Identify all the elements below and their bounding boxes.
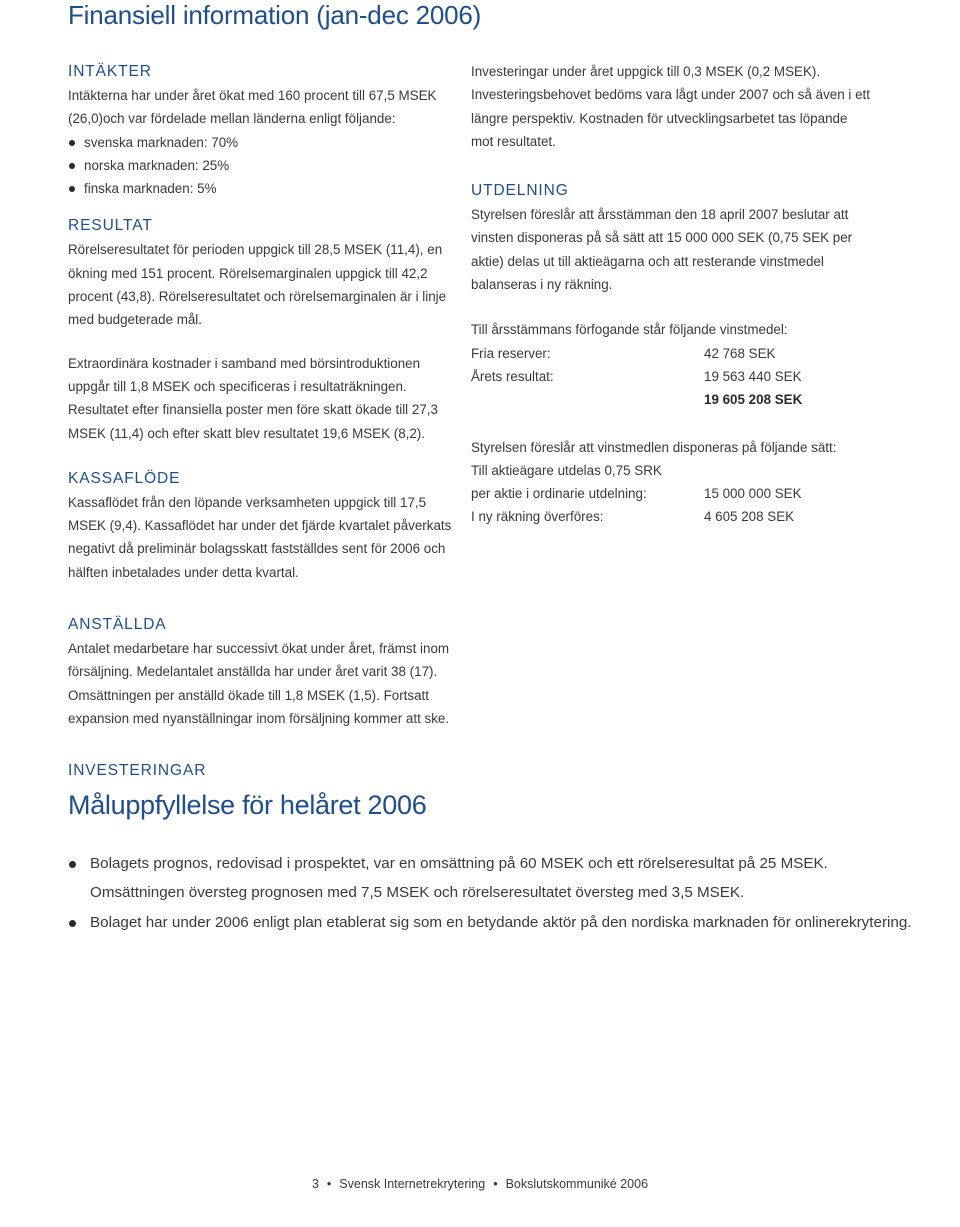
proposal-line: Till aktieägare utdelas 0,75 SRK xyxy=(471,462,662,478)
footer-doc: Bokslutskommuniké 2006 xyxy=(505,1177,649,1191)
funds-intro: Till årsstämmans förfogande står följande vinstmedel: xyxy=(471,322,788,338)
heading-utdelning: UTDELNING xyxy=(471,182,569,200)
left-column xyxy=(68,60,458,783)
proposal-table xyxy=(471,482,802,529)
footer-separator: • xyxy=(493,1177,498,1191)
funds-total: 19 605 208 SEK xyxy=(704,392,803,408)
anstallda-text: Antalet medarbetare har successivt ökat under året, främst inom försäljning. Medelantalet anställda har under året varit 38 (17). Omsättningen per anställd ökade till 1,8 MSEK (1,5). Fortsatt expansion med nyanställningar inom försäljning kommer att ske. xyxy=(68,641,450,726)
table-row xyxy=(471,388,802,411)
funds-table xyxy=(471,342,802,412)
funds-label: Årets resultat: xyxy=(471,368,554,384)
table-row xyxy=(471,365,802,388)
resultat-text-2: Extraordinära kostnader i samband med börsintroduktionen uppgår till 1,8 MSEK och specificeras i resultaträkningen. Resultatet efter finansiella poster men före skatt ökade till 27,3 MSEK (11,4) och efter skatt blev resultatet 19,6 MSEK (8,2). xyxy=(68,355,438,441)
funds-value: 42 768 SEK xyxy=(704,345,776,361)
resultat-text-1: Rörelseresultatet för perioden uppgick till 28,5 MSEK (11,4), en ökning med 151 procent. Rörelsemarginalen uppgick till 42,2 procent (43,8). Rörelseresultatet och rörelsemarginalen är i linje med budgeterade mål. xyxy=(68,242,447,328)
right-column xyxy=(471,60,871,529)
heading-intakter: INTÄKTER xyxy=(68,63,152,80)
list-item: svenska marknaden: 70% xyxy=(68,131,458,154)
footer-separator: • xyxy=(326,1177,332,1191)
funds-value: 19 563 440 SEK xyxy=(704,368,802,384)
heading-investeringar: INVESTERINGAR xyxy=(68,762,207,780)
proposal-value: 4 605 208 SEK xyxy=(704,509,795,525)
page-title: Finansiell information (jan-dec 2006) xyxy=(68,0,482,30)
funds-label: Fria reserver: xyxy=(471,345,551,361)
list-item: finska marknaden: 5% xyxy=(68,177,458,200)
heading-resultat: RESULTAT xyxy=(68,217,153,235)
investering-text: Investeringar under året uppgick till 0,3 MSEK (0,2 MSEK). Investeringsbehovet bedöms vara lågt under 2007 och så även i ett längre perspektiv. Kostnaden för utvecklingsarbetet tas löpande mot resultatet. xyxy=(471,64,870,149)
maluppfyllelse-heading: Måluppfyllelse för helåret 2006 xyxy=(68,790,427,820)
list-item: Bolagets prognos, redovisad i prospektet, var en omsättning på 60 MSEK och ett rörelseresultat på 25 MSEK. Omsättningen översteg prognosen med 7,5 MSEK och rörelseresultatet översteg med 3,5 MSEK. xyxy=(68,850,918,907)
page-footer xyxy=(0,1177,960,1191)
utdelning-text: Styrelsen föreslår att årsstämman den 18 april 2007 beslutar att vinsten disponeras på så sätt att 15 000 000 SEK (0,75 SEK per aktie) delas ut till aktieägarna och att resterande vinstmedel balanseras i ny räkning. xyxy=(471,207,853,293)
table-row xyxy=(471,505,802,528)
maluppfyllelse-list xyxy=(68,850,918,940)
proposal-value: 15 000 000 SEK xyxy=(704,486,802,502)
heading-anstallda: ANSTÄLLDA xyxy=(68,616,167,634)
proposal-label: per aktie i ordinarie utdelning: xyxy=(471,486,647,502)
table-row xyxy=(471,482,802,505)
proposal-label: I ny räkning överföres: xyxy=(471,509,604,525)
proposal-intro: Styrelsen föreslår att vinstmedlen disponeras på följande sätt: xyxy=(471,439,837,455)
page-number: 3 xyxy=(311,1177,319,1191)
kassaflode-text: Kassaflödet från den löpande verksamheten uppgick till 17,5 MSEK (9,4). Kassaflödet har under det fjärde kvartalet påverkats negativt då preliminär bolagsskatt fastställdes sent för 2006 och hälften inbetalades under detta kvartal. xyxy=(68,494,452,580)
table-row xyxy=(471,342,802,365)
list-item: Bolaget har under 2006 enligt plan etablerat sig som en betydande aktör på den nordiska marknaden för onlinerekrytering. xyxy=(68,909,918,938)
market-list xyxy=(68,131,458,201)
list-item: norska marknaden: 25% xyxy=(68,154,458,177)
heading-kassaflode: KASSAFLÖDE xyxy=(68,469,181,487)
funds-label xyxy=(471,388,704,411)
intakter-text: Intäkterna har under året ökat med 160 procent till 67,5 MSEK (26,0)och var fördelade mellan länderna enligt följande: xyxy=(68,88,437,127)
footer-company: Svensk Internetrekrytering xyxy=(339,1177,486,1191)
